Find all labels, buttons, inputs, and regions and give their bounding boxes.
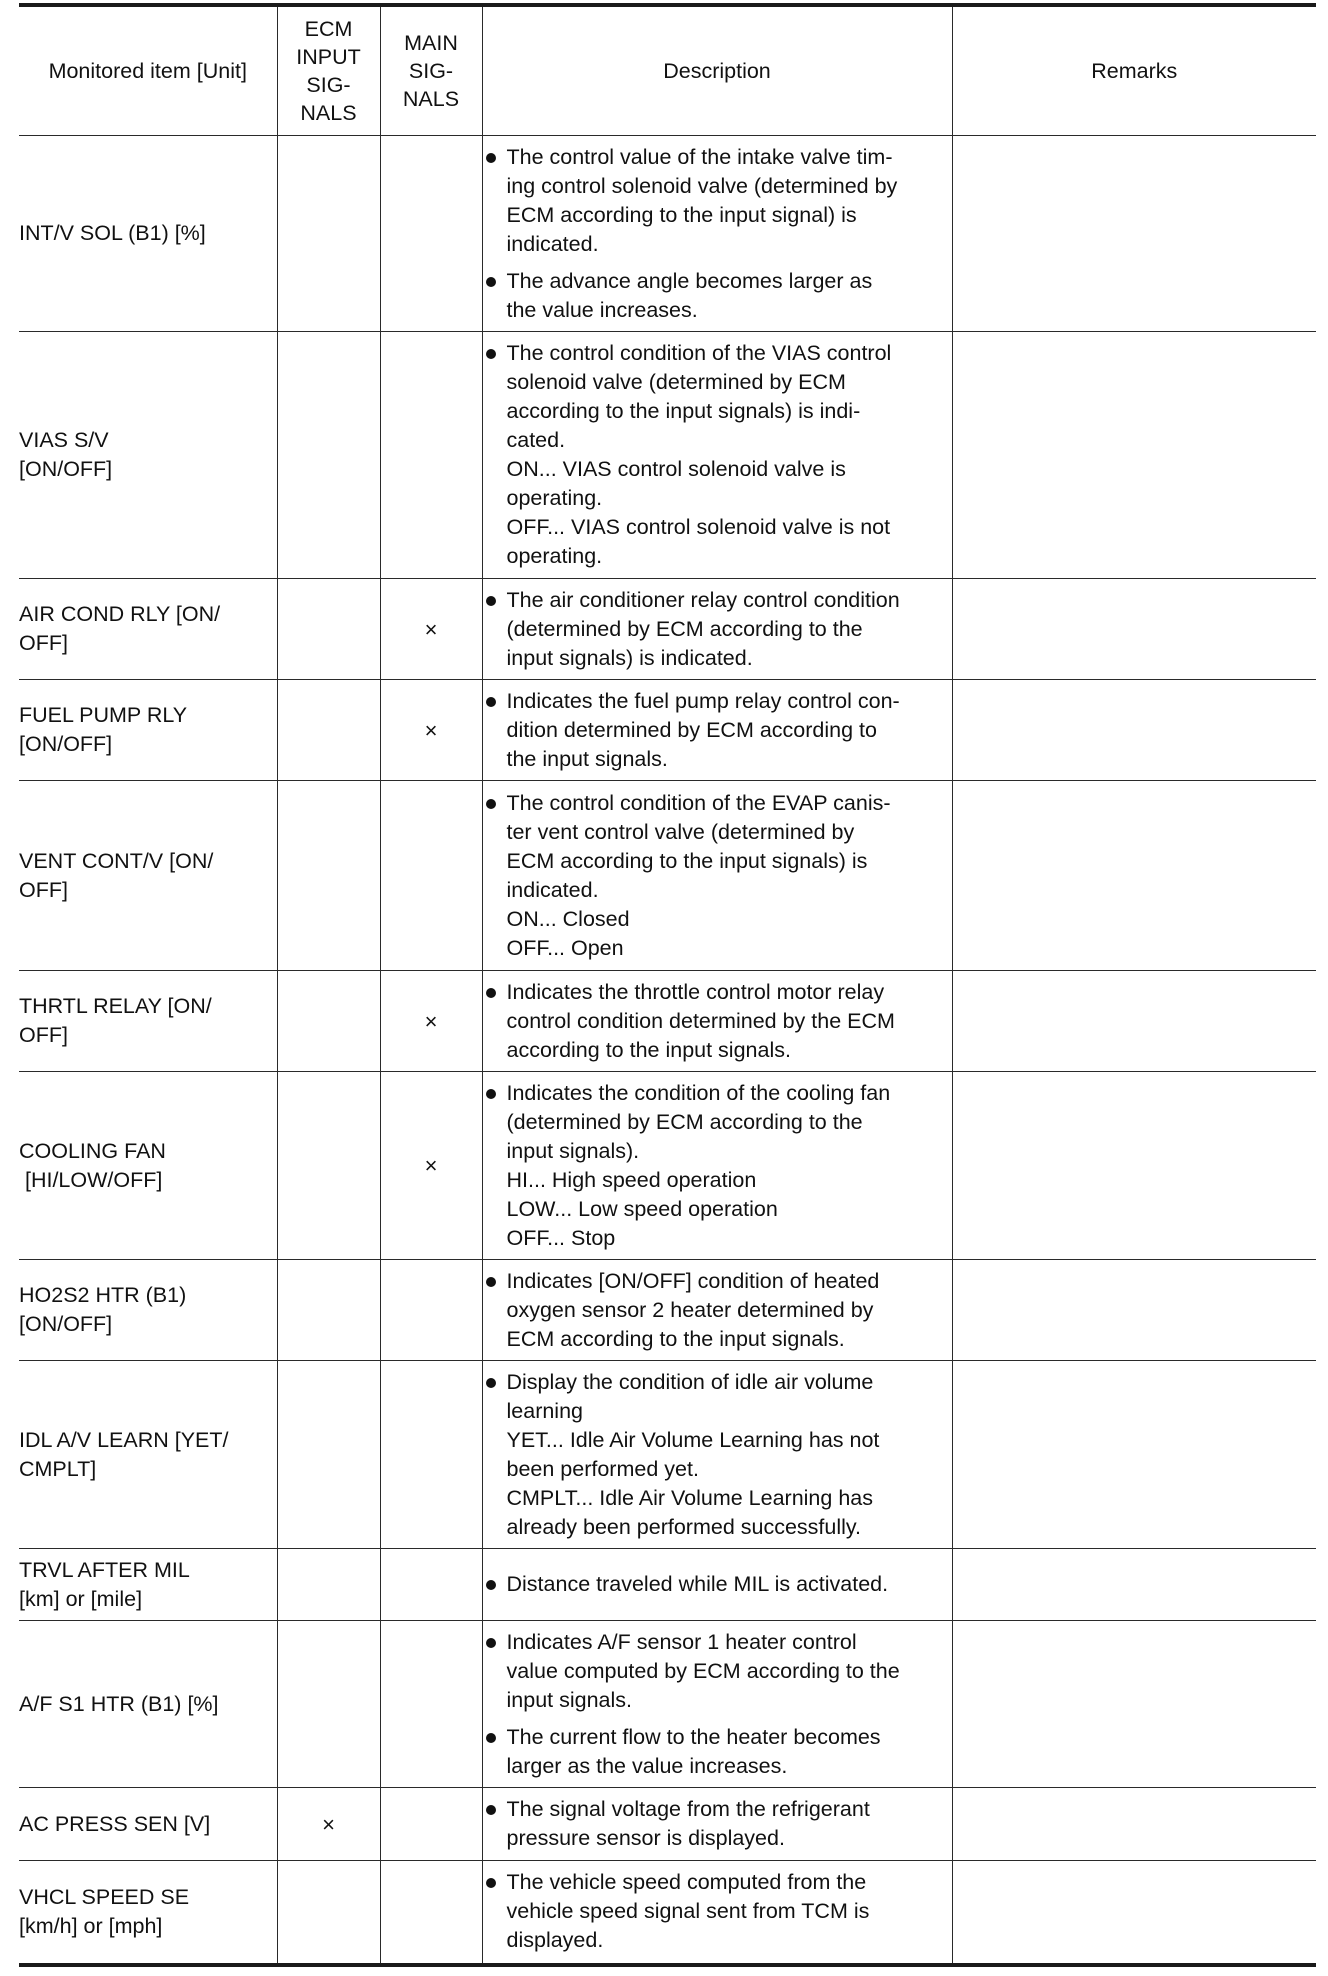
description-bullet: Display the condition of idle air volume learning YET... Idle Air Volume Learning has not been performed yet. CMPLT... Idle Air Volume Learning has already been performed successfully. (483, 1368, 952, 1542)
description-bullet: Indicates the fuel pump relay control con- dition determined by ECM according to the input signals. (483, 687, 952, 774)
monitored-item-cell: VENT CONT/V [ON/ OFF] (19, 781, 277, 971)
ecm-input-mark (277, 971, 380, 1072)
description-bullet: The current flow to the heater becomes larger as the value increases. (483, 1723, 952, 1781)
remarks-cell (952, 1072, 1316, 1260)
description-cell (482, 579, 952, 680)
monitored-item-cell: IDL A/V LEARN [YET/ CMPLT] (19, 1361, 277, 1549)
main-signal-mark (380, 136, 482, 332)
remarks-cell (952, 680, 1316, 781)
description-cell (482, 1260, 952, 1361)
remarks-cell (952, 332, 1316, 579)
description-bullet: The control condition of the VIAS control solenoid valve (determined by ECM according to the input signals) is indi- cated. ON... VIAS control solenoid valve is operating. OFF... VIAS control solenoid valve is not operating. (483, 339, 952, 571)
remarks-cell (952, 1361, 1316, 1549)
remarks-cell (952, 1260, 1316, 1361)
description-bullet: The signal voltage from the refrigerant pressure sensor is displayed. (483, 1795, 952, 1853)
header-main-signals: MAIN SIG- NALS (380, 5, 482, 136)
monitored-item-cell: TRVL AFTER MIL [km] or [mile] (19, 1549, 277, 1621)
table-row (19, 136, 1316, 332)
remarks-cell (952, 971, 1316, 1072)
ecm-input-mark (277, 680, 380, 781)
main-signal-mark (380, 1621, 482, 1788)
main-signal-mark: × (380, 1072, 482, 1260)
description-cell (482, 136, 952, 332)
main-signal-mark (380, 781, 482, 971)
table-row (19, 332, 1316, 579)
monitored-item-cell: HO2S2 HTR (B1) [ON/OFF] (19, 1260, 277, 1361)
main-signal-mark (380, 332, 482, 579)
description-bullet: The control value of the intake valve tim- ing control solenoid valve (determined by ECM according to the input signal) is indicated. (483, 143, 952, 259)
monitored-item-cell: THRTL RELAY [ON/ OFF] (19, 971, 277, 1072)
table-row (19, 1549, 1316, 1621)
table-row (19, 1861, 1316, 1965)
ecm-input-mark (277, 1260, 380, 1361)
table-row (19, 680, 1316, 781)
description-bullet: Indicates the throttle control motor relay control condition determined by the ECM according to the input signals. (483, 978, 952, 1065)
ecm-input-mark: × (277, 1788, 380, 1861)
description-cell (482, 1549, 952, 1621)
table-row (19, 781, 1316, 971)
ecm-input-mark (277, 579, 380, 680)
ecm-input-mark (277, 1549, 380, 1621)
monitored-item-cell: FUEL PUMP RLY [ON/OFF] (19, 680, 277, 781)
table-row (19, 579, 1316, 680)
description-cell (482, 1861, 952, 1965)
table-row (19, 1361, 1316, 1549)
description-cell (482, 332, 952, 579)
ecm-input-mark (277, 781, 380, 971)
description-bullet: Indicates [ON/OFF] condition of heated oxygen sensor 2 heater determined by ECM according to the input signals. (483, 1267, 952, 1354)
main-signal-mark (380, 1260, 482, 1361)
remarks-cell (952, 579, 1316, 680)
header-ecm-input-signals: ECM INPUT SIG- NALS (277, 5, 380, 136)
ecm-input-mark (277, 1072, 380, 1260)
description-bullet: The control condition of the EVAP canis- ter vent control valve (determined by ECM according to the input signals) is indicated. ON... Closed OFF... Open (483, 789, 952, 963)
description-cell (482, 971, 952, 1072)
monitored-item-cell: A/F S1 HTR (B1) [%] (19, 1621, 277, 1788)
remarks-cell (952, 1621, 1316, 1788)
header-description: Description (482, 5, 952, 136)
description-bullet: Distance traveled while MIL is activated. (483, 1570, 952, 1599)
main-signal-mark (380, 1861, 482, 1965)
main-signal-mark: × (380, 579, 482, 680)
description-cell (482, 1788, 952, 1861)
header-monitored-item: Monitored item [Unit] (19, 5, 277, 136)
main-signal-mark (380, 1361, 482, 1549)
monitored-item-cell: COOLING FAN [HI/LOW/OFF] (19, 1072, 277, 1260)
table-row (19, 1260, 1316, 1361)
main-signal-mark: × (380, 971, 482, 1072)
monitored-item-cell: INT/V SOL (B1) [%] (19, 136, 277, 332)
monitored-item-cell: AC PRESS SEN [V] (19, 1788, 277, 1861)
main-signal-mark (380, 1788, 482, 1861)
ecm-input-mark (277, 1361, 380, 1549)
table-row (19, 1788, 1316, 1861)
description-cell (482, 1621, 952, 1788)
description-bullet: The air conditioner relay control condition (determined by ECM according to the input signals) is indicated. (483, 586, 952, 673)
description-bullet: Indicates A/F sensor 1 heater control value computed by ECM according to the input signals. (483, 1628, 952, 1715)
main-signal-mark: × (380, 680, 482, 781)
table-row (19, 971, 1316, 1072)
remarks-cell (952, 1788, 1316, 1861)
header-remarks: Remarks (952, 5, 1316, 136)
ecm-input-mark (277, 1621, 380, 1788)
monitored-item-cell: VIAS S/V [ON/OFF] (19, 332, 277, 579)
description-cell (482, 680, 952, 781)
monitored-item-cell: AIR COND RLY [ON/ OFF] (19, 579, 277, 680)
remarks-cell (952, 1549, 1316, 1621)
monitor-items-table (19, 3, 1316, 1967)
ecm-input-mark (277, 136, 380, 332)
table-row (19, 1621, 1316, 1788)
remarks-cell (952, 1861, 1316, 1965)
table-header-row (19, 5, 1316, 136)
description-bullet: Indicates the condition of the cooling fan (determined by ECM according to the input signals). HI... High speed operation LOW... Low speed operation OFF... Stop (483, 1079, 952, 1253)
main-signal-mark (380, 1549, 482, 1621)
monitored-item-cell: VHCL SPEED SE [km/h] or [mph] (19, 1861, 277, 1965)
description-bullet: The advance angle becomes larger as the value increases. (483, 267, 952, 325)
description-bullet: The vehicle speed computed from the vehicle speed signal sent from TCM is displayed. (483, 1868, 952, 1955)
remarks-cell (952, 136, 1316, 332)
description-cell (482, 781, 952, 971)
ecm-input-mark (277, 332, 380, 579)
ecm-input-mark (277, 1861, 380, 1965)
table-row (19, 1072, 1316, 1260)
description-cell (482, 1361, 952, 1549)
description-cell (482, 1072, 952, 1260)
remarks-cell (952, 781, 1316, 971)
